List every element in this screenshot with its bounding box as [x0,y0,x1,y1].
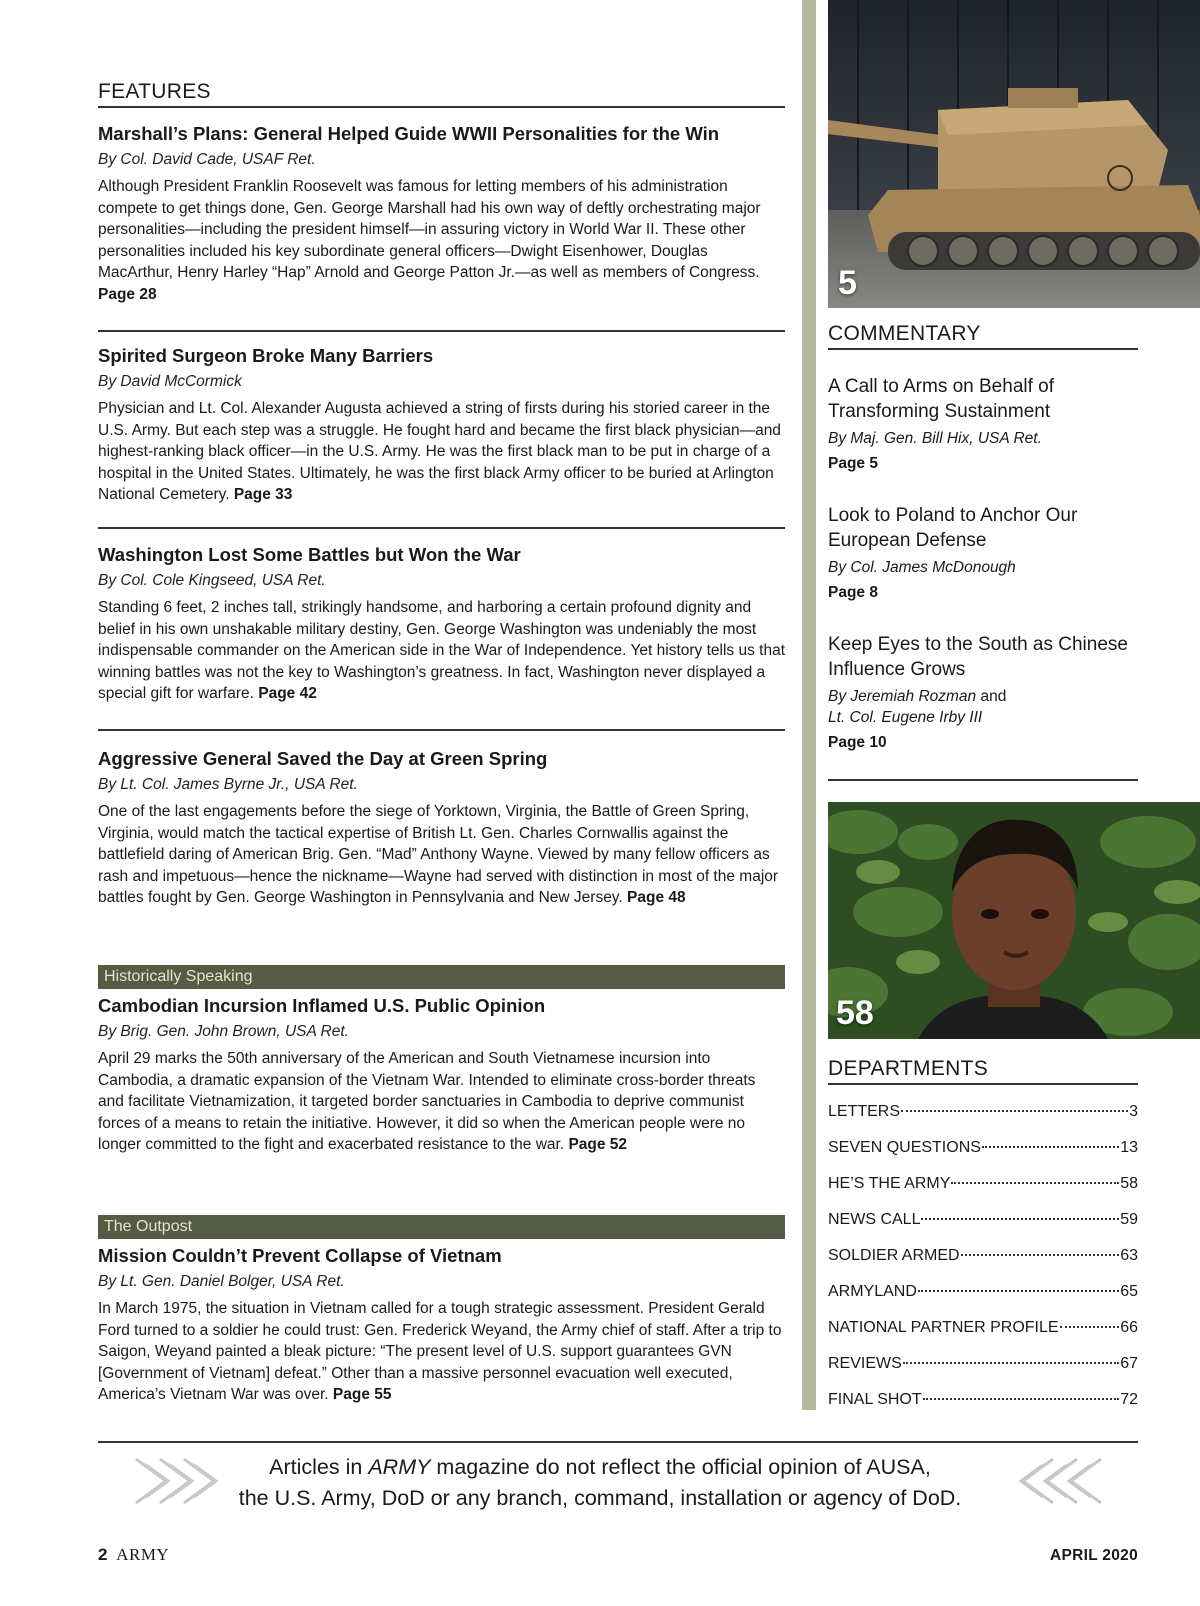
department-label: REVIEWS [828,1355,902,1372]
byline-author-1: By Jeremiah Rozman [828,688,977,705]
commentary-page[interactable]: Page 5 [828,455,878,472]
departments-heading: DEPARTMENTS [828,1057,1138,1085]
department-label: ARMYLAND [828,1283,917,1300]
article-page[interactable]: Page 28 [98,285,157,303]
commentary-byline: By Maj. Gen. Bill Hix, USA Ret. [828,430,1042,447]
article-summary: Standing 6 feet, 2 inches tall, strikingly handsome, and harboring a certain profound dignity and belief in his own unshakable military destiny, Gen. George Washington was undeniably the most indispensable commander on the American side in the War of Independence. Yet history tells us that winning battles was not the key to Washington’s greatness. In fact, Washington never displayed a special gift for warfare. Page 42 [98,599,786,702]
dot-leader [951,1182,1119,1184]
department-page: 65 [1120,1283,1138,1300]
footer-issue-date: APRIL 2020 [1049,1547,1138,1564]
divider [98,729,785,731]
commentary-item-2[interactable] [828,504,1138,602]
commentary-byline [828,686,1138,728]
department-item-reviews[interactable] [828,1355,1138,1377]
department-page: 58 [1120,1175,1138,1192]
feature-article-3[interactable] [98,544,785,705]
article-summary: Although President Franklin Roosevelt was famous for letting members of his administration compete to get things done, Gen. George Marshall had his own way of deftly orchestrating major personalities—including the president himself—in assuring victory in World War II. These other personalities included his key subordinate general officers—Dwight Eisenhower, Douglas MacArthur, Henry Harley “Hap” Arnold and George Patton Jr.—as well as members of Congress. Page 28 [98,178,761,303]
divider [98,330,785,332]
department-label: LETTERS [828,1103,901,1120]
commentary-bottom-rule [828,779,1138,781]
department-label: HE’S THE ARMY [828,1175,951,1192]
footer-page-number: 2 [98,1545,108,1564]
the-outpost-tag: The Outpost [98,1215,785,1239]
portrait-photo [828,802,1200,1039]
department-page: 59 [1120,1211,1138,1228]
feature-article-4[interactable] [98,748,785,909]
historically-speaking-article[interactable] [98,995,785,1156]
historically-speaking-tag: Historically Speaking [98,965,785,989]
department-label: NEWS CALL [828,1211,921,1228]
article-title[interactable]: Spirited Surgeon Broke Many Barriers [98,345,434,366]
department-page: 66 [1120,1319,1138,1336]
footer-folio [98,1545,169,1565]
commentary-page[interactable]: Page 8 [828,584,878,601]
article-page[interactable]: Page 42 [258,685,317,702]
article-summary: One of the last engagements before the siege of Yorktown, Virginia, the Battle of Green Spring, Virginia, would match the tactical expertise of British Lt. Gen. Charles Cornwallis against the battlefield daring of American Brig. Gen. “Mad” Anthony Wayne. Viewed by many fellow officers as rash and impetuous—hence the nickname—Wayne had served with distinction in most of the major battles fought by Gen. George Washington in Pennsylvania and New Jersey. Page 48 [98,803,779,906]
commentary-item-1[interactable] [828,375,1138,473]
tank-illustration [828,0,1200,308]
article-title[interactable]: Washington Lost Some Battles but Won the War [98,544,521,565]
byline-and: and [980,688,1007,705]
byline-author-2: Lt. Col. Eugene Irby III [828,709,983,726]
department-label: NATIONAL PARTNER PROFILE [828,1319,1059,1336]
article-byline: By David McCormick [98,373,242,390]
department-item-armyland[interactable] [828,1283,1138,1305]
commentary-item-3[interactable] [828,633,1138,752]
dot-leader [923,1398,1120,1400]
department-label: SEVEN QUESTIONS [828,1139,981,1156]
commentary-title[interactable]: Look to Poland to Anchor Our European Defense [828,505,1078,551]
photo-page-number: 58 [836,994,874,1032]
article-byline: By Lt. Gen. Daniel Bolger, USA Ret. [98,1273,345,1290]
department-page: 63 [1120,1247,1138,1264]
article-title[interactable]: Cambodian Incursion Inflamed U.S. Public Opinion [98,995,546,1016]
department-page: 67 [1120,1355,1138,1372]
department-item-national-partner-profile[interactable] [828,1319,1138,1341]
tank-photo [828,0,1200,308]
portrait-illustration [828,802,1200,1039]
department-page: 72 [1120,1391,1138,1408]
dot-leader [903,1362,1119,1364]
dot-leader [982,1146,1119,1148]
article-page[interactable]: Page 33 [233,486,293,503]
department-label: SOLDIER ARMED [828,1247,960,1264]
article-byline: By Brig. Gen. John Brown, USA Ret. [98,1023,349,1040]
department-item-hes-the-army[interactable] [828,1175,1138,1197]
disclaimer-top-rule [98,1441,1138,1443]
article-title[interactable]: Marshall’s Plans: General Helped Guide WWII Personalities for the Win [98,123,720,144]
footer-magazine-name: ARMY [116,1545,170,1564]
dot-leader [901,1110,1128,1112]
article-summary: Physician and Lt. Col. Alexander Augusta achieved a string of firsts during his storied career in the U.S. Army. But each step was a struggle. He fought hard and became the first black physician—and highest-ranking black officer—in the U.S. Army. He was the first black man to be put in charge of a hospital in the United States. Ultimately, he was the first black Army officer to be buried at Arlington National Cemetery. Page 33 [98,400,781,503]
department-page: 3 [1129,1103,1138,1120]
department-page: 13 [1120,1139,1138,1156]
article-title[interactable]: Mission Couldn’t Prevent Collapse of Vietnam [98,1245,502,1266]
article-title[interactable]: Aggressive General Saved the Day at Green Spring [98,748,548,769]
feature-article-1[interactable] [98,123,785,305]
divider [98,527,785,529]
article-page[interactable]: Page 48 [627,889,686,906]
disclaimer-line-2: the U.S. Army, DoD or any branch, command, installation or agency of DoD. [238,1486,962,1510]
department-item-soldier-armed[interactable] [828,1247,1138,1269]
commentary-page[interactable]: Page 10 [828,734,887,751]
magazine-name: ARMY [368,1455,431,1479]
photo-page-number: 5 [838,264,857,302]
article-byline: By Col. David Cade, USAF Ret. [98,151,316,168]
department-item-final-shot[interactable] [828,1391,1138,1413]
department-item-letters[interactable] [828,1103,1138,1125]
disclaimer-text [200,1452,1000,1514]
article-byline: By Col. Cole Kingseed, USA Ret. [98,572,326,589]
column-divider-bar [802,0,816,1410]
dot-leader [921,1218,1119,1220]
disclaimer-line-1: Articles in ARMY magazine do not reflect the official opinion of AUSA, [269,1455,931,1479]
features-heading: FEATURES [98,80,785,108]
commentary-title[interactable]: A Call to Arms on Behalf of Transforming Sustainment [828,376,1055,422]
dot-leader [918,1290,1119,1292]
dot-leader [961,1254,1120,1256]
article-summary: In March 1975, the situation in Vietnam called for a tough strategic assessment. President Gerald Ford turned to a soldier he could trust: Gen. Frederick Weyand, the Army chief of staff. After a trip to Saigon, Weyand painted a bleak picture: “The present level of U.S. support guarantees GVN [Government of Vietnam] defeat.” Other than a massive personnel evacuation well executed, America’s Vietnam War was over. Page 55 [98,1300,782,1403]
article-summary: April 29 marks the 50th anniversary of the American and South Vietnamese incursion into Cambodia, a dramatic expansion of the Vietnam War. Intended to eliminate cross-border threats and facilitate Vietnamization, it targeted border sanctuaries in Cambodia to deprive communist forces of a means to retain the initiative. However, it did so when the American people were no longer committed to the fight and exacerbated resistance to the war. Page 52 [98,1050,756,1153]
commentary-byline: By Col. James McDonough [828,559,1016,576]
article-page[interactable]: Page 52 [568,1136,628,1153]
article-page[interactable]: Page 55 [332,1386,392,1403]
the-outpost-article[interactable] [98,1245,785,1406]
chevron-left-decoration-icon [1005,1455,1105,1507]
department-label: FINAL SHOT [828,1391,922,1408]
feature-article-2[interactable] [98,345,785,506]
commentary-title[interactable]: Keep Eyes to the South as Chinese Influence Grows [828,634,1128,680]
department-item-seven-questions[interactable] [828,1139,1138,1161]
article-byline: By Lt. Col. James Byrne Jr., USA Ret. [98,776,358,793]
commentary-heading: COMMENTARY [828,322,1138,350]
department-item-news-call[interactable] [828,1211,1138,1233]
dot-leader [1060,1326,1120,1328]
